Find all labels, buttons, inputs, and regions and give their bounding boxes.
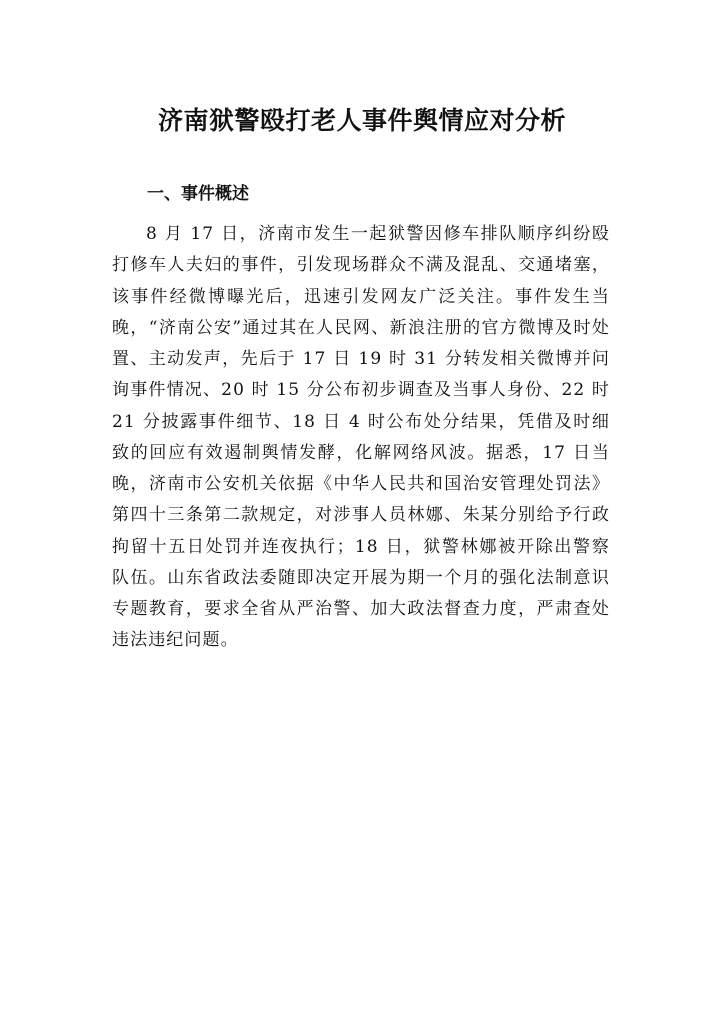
- document-title: 济南狱警殴打老人事件舆情应对分析: [157, 106, 566, 135]
- section-heading: 一、事件概述: [147, 184, 249, 204]
- body-paragraph: 8 月 17 日，济南市发生一起狱警因修车排队顺序纠纷殴打修车人夫妇的事件，引发现场群众不满及混乱、交通堵塞，该事件经微博曝光后，迅速引发网友广泛关注。事件发生当晚，“济南公安”通过其在人民网、新浪注册的官方微博及时处置、主动发声，先后于 17 日 19 时 31 分转发相关微博并问询事件情况、20 时 15 分公布初步调查及当事人身份、22 时 21 分披露事件细节、18 日 4 时公布处分结果，凭借及时细致的回应有效遏制舆情发酵，化解网络风波。据悉，17 日当晚，济南市公安机关依据《中华人民共和国治安管理处罚法》第四十三条第二款规定，对涉事人员林娜、朱某分别给予行政拘留十五日处罚并连夜执行；18 日，狱警林娜被开除出警察队伍。山东省政法委随即决定开展为期一个月的强化法制意识专题教育，要求全省从严治警、加大政法督查力度，严肃查处违法违纪问题。: [112, 224, 610, 651]
